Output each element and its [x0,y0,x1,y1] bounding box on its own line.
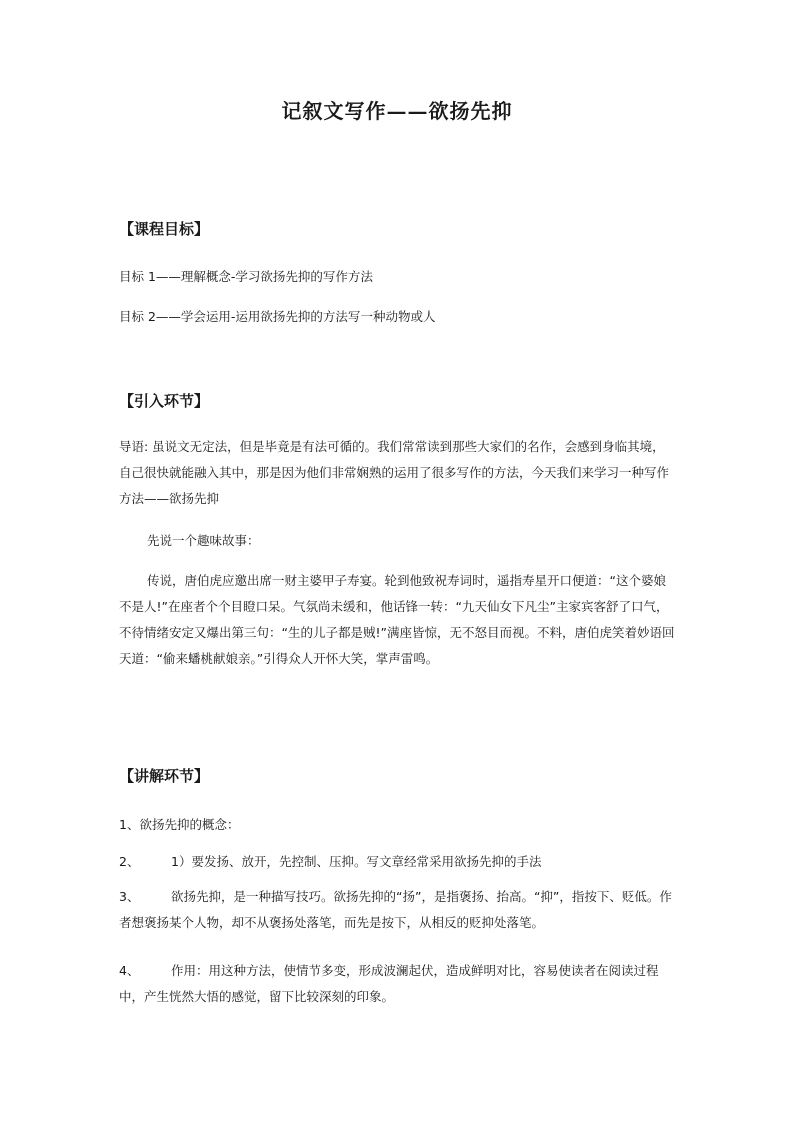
document-title: 记叙文写作——欲扬先抑 [281,99,513,123]
item-number: 3、 [119,889,140,904]
section-heading-goals: 【课程目标】 [119,220,210,238]
item-text: 作用：用这种方法，使情节多变，形成波澜起伏，造成鲜明对比，容易使读者在阅读过程中，产生恍然大悟的感觉，留下比较深刻的印象。 [119,963,659,1004]
item-text: 欲扬先抑，是一种描写技巧。欲扬先抑的“扬”，是指褒扬、抬高。“抑”，指按下、贬低。作者想褒扬某个人物，却不从褒扬处落笔，而先是按下，从相反的贬抑处落笔。 [119,889,672,930]
story-lead: 先说一个趣味故事： [147,533,260,548]
goal-2: 目标 2——学会运用-运用欲扬先抑的方法写一种动物或人 [119,309,436,324]
item-text: 1）要发扬、放开，先控制、压抑。写文章经常采用欲扬先抑的手法 [171,854,542,869]
section-heading-explain: 【讲解环节】 [119,767,210,785]
explain-item-3 [119,884,675,936]
goal-1: 目标 1——理解概念-学习欲扬先抑的写作方法 [119,269,373,284]
item-number: 4、 [119,963,140,978]
item-number: 2、 [119,854,140,869]
explain-item-4 [119,958,675,1010]
story-paragraph: 传说，唐伯虎应邀出席一财主婆甲子寿宴。轮到他致祝寿词时，遥指寿星开口便道：“这个婆娘不是人!”在座者个个目瞪口呆。气氛尚未缓和，他话锋一转：“九天仙女下凡尘”主家宾客舒了口气，不待情绪安定又爆出第三句：“生的儿子都是贼!”满座皆惊，无不怒目而视。不料，唐伯虎笑着妙语回天道：“偷来蟠桃献娘亲。”引得众人开怀大笑，掌声雷鸣。 [119,573,675,666]
explain-item-2 [119,852,541,870]
intro-paragraph: 导语: 虽说文无定法，但是毕竟是有法可循的。我们常常读到那些大家们的名作，会感到身临其境，自己很快就能融入其中，那是因为他们非常娴熟的运用了很多写作的方法，今天我们来学习一种写作方法——欲扬先抑 [119,439,670,506]
explain-item-1: 1、欲扬先抑的概念： [119,817,240,832]
section-heading-intro: 【引入环节】 [119,392,210,410]
